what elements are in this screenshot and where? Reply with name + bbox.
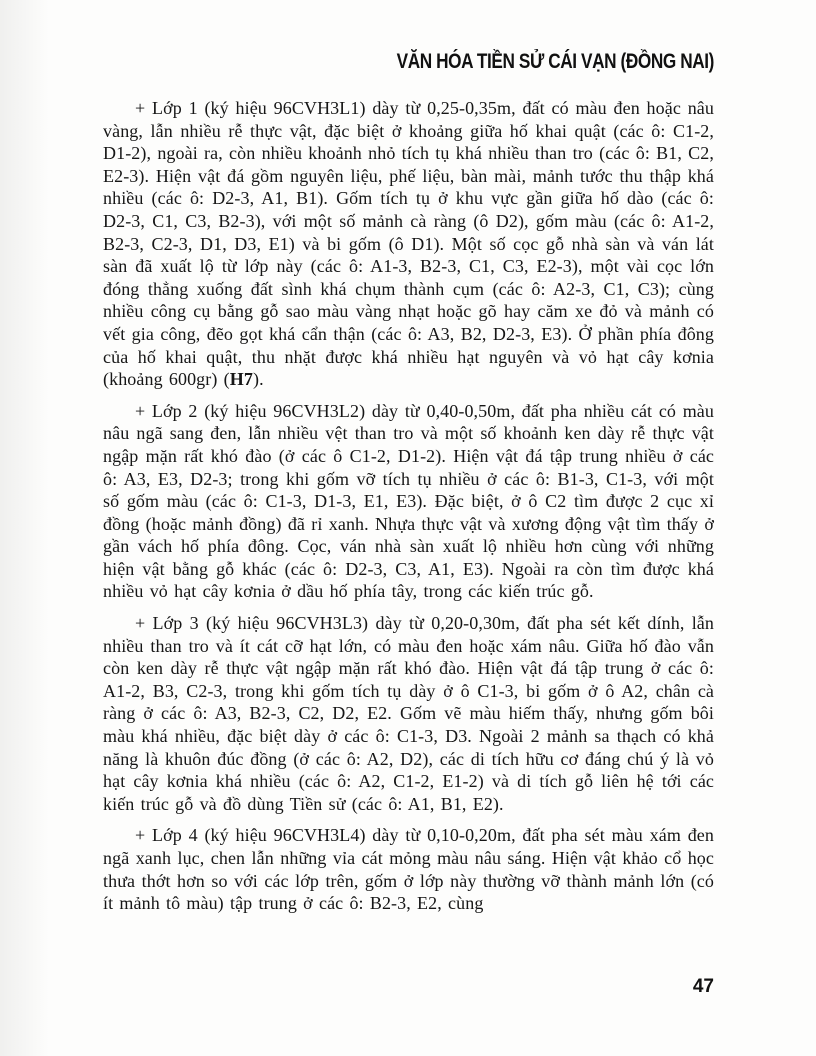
figure-reference: H7 — [229, 369, 253, 390]
paragraph-layer-1-text: + Lớp 1 (ký hiệu 96CVH3L1) dày từ 0,25-0,35m, đất có màu đen hoặc nâu vàng, lẫn nhiều rễ thực vật, đặc biệt ở khoảng giữa hố khai quật (các ô: C1-2, D1-2), ngoài ra, còn nhiều khoảnh nhỏ tích tụ khá nhiều than tro (các ô: B1, C2, E2-3). Hiện vật đá gồm nguyên liệu, phế liệu, bàn mài, mảnh tước thu thập khá nhiều (các ô: D2-3, A1, B1). Gốm tích tụ ở khu vực gần giữa hố dào (các ô: D2-3, C1, C3, B2-3), với một số mảnh cà ràng (ô D2), gốm màu (các ô: A1-2, B2-3, C2-3, D1, D3, E1) và bi gốm (ô D1). Một số cọc gỗ nhà sàn và ván lát sàn đã xuất lộ từ lớp này (các ô: A1-3, B2-3, C1, C3, E2-3), một vài cọc lớn đóng thẳng xuống đất sình khá chụm thành cụm (các ô: A2-3, C1, C3); cùng nhiều công cụ bằng gỗ sao màu vàng nhạt hoặc gõ hay căm xe đỏ và mảnh có vết gia công, đẽo gọt khá cẩn thận (các ô: A3, B2, D2-3, E3). Ở phần phía đông của hố khai quật, thu nhặt được khá nhiều hạt nguyên và vỏ hạt cây kơnia (khoảng 600gr) ( — [103, 98, 714, 390]
paragraph-layer-1 — [103, 97, 714, 391]
paragraph-layer-2: + Lớp 2 (ký hiệu 96CVH3L2) dày từ 0,40-0,50m, đất pha nhiều cát có màu nâu ngã sang đen, lẫn nhiều vệt than tro và một số khoảnh ken dày rễ thực vật ngập mặn rất khó đào (ở các ô C1-2, D1-2). Hiện vật đá tập trung nhiều ở các ô: A3, E3, D2-3; trong khi gốm vỡ tích tụ nhiều ở các ô: B1-3, C1-3, với một số gốm màu (các ô: C1-3, D1-3, E1, E3). Đặc biệt, ở ô C2 tìm được 2 cục xỉ đồng (hoặc mảnh đồng) đã rỉ xanh. Nhựa thực vật và xương động vật tìm thấy ở gần vách hố phía đông. Cọc, ván nhà sàn xuất lộ nhiều hơn cùng với những hiện vật bằng gỗ khác (các ô: D2-3, C3, A1, E3). Ngoài ra còn tìm được khá nhiều vỏ hạt cây kơnia ở dầu hố phía tây, trong các kiến trúc gỗ. — [103, 400, 714, 602]
paragraph-layer-1-tail: ). — [252, 369, 264, 390]
running-header-text: VĂN HÓA TIỀN SỬ CÁI VẠN (ĐỒNG NAI) — [396, 50, 714, 73]
page-number: 47 — [692, 976, 714, 997]
paragraph-layer-4: + Lớp 4 (ký hiệu 96CVH3L4) dày từ 0,10-0,20m, đất pha sét màu xám đen ngã xanh lục, chen lẫn những vỉa cát mỏng màu nâu sáng. Hiện vật khảo cổ học thưa thớt hơn so với các lớp trên, gốm ở lớp này thường vỡ thành mảnh lớn (có ít mảnh tô màu) tập trung ở các ô: B2-3, E2, cùng — [103, 825, 714, 914]
text-content — [103, 97, 714, 924]
paragraph-layer-3: + Lớp 3 (ký hiệu 96CVH3L3) dày từ 0,20-0,30m, đất pha sét kết dính, lẫn nhiều than tro và ít cát cỡ hạt lớn, có màu đen hoặc xám nâu. Giữa hố đào vẫn còn ken dày rễ thực vật ngập mặn rất khó đào. Hiện vật đá tập trung ở các ô: A1-2, B3, C2-3, trong khi gốm tích tụ dày ở ô C1-3, bi gốm ở ô A2, chân cà ràng ở các ô: A3, B2-3, C2, D2, E2. Gốm vẽ màu hiếm thấy, nhưng gốm bôi màu khá nhiều, đặc biệt dày ở các ô: C1-3, D3. Ngoài 2 mảnh sa thạch có khả năng là khuôn đúc đồng (ở các ô: A2, D2), các di tích hữu cơ đáng chú ý là vỏ hạt cây kơnia khá nhiều (các ô: A2, C1-2, E1-2) và di tích gỗ liên hệ tới các kiến trúc gỗ và đồ dùng Tiền sử (các ô: A1, B1, E2). — [103, 613, 714, 814]
running-header — [103, 50, 714, 74]
scan-edge-shading — [0, 0, 58, 1056]
